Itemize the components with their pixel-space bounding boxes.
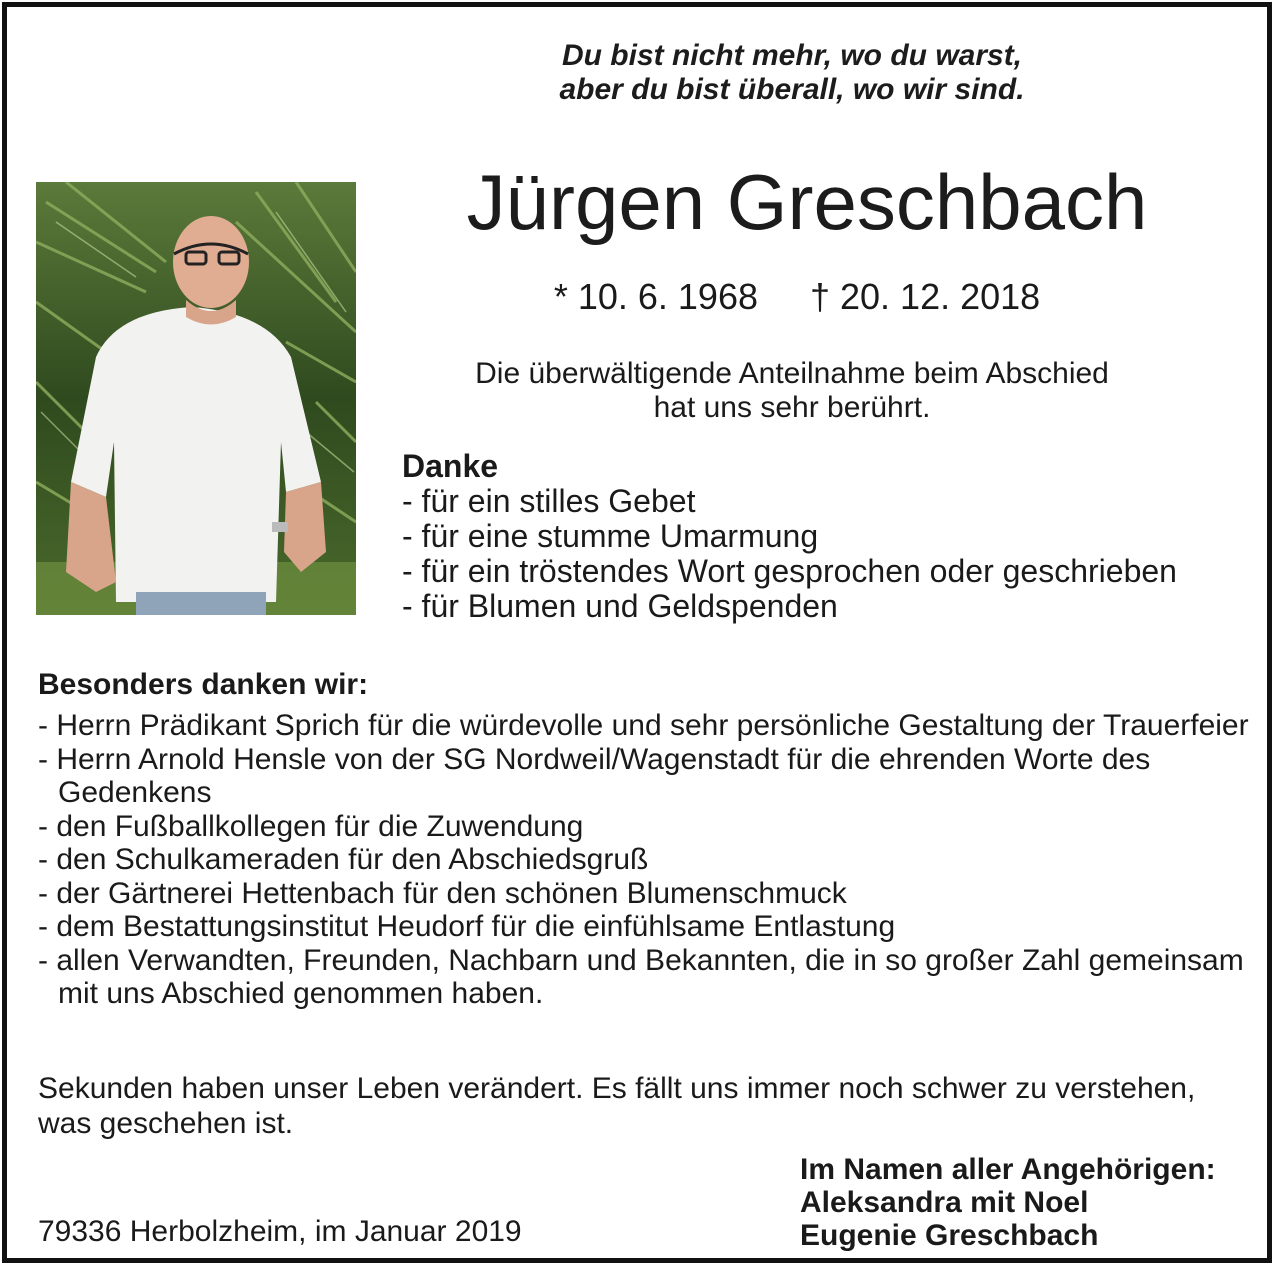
thanks-heading: Danke (402, 448, 499, 484)
list-item: - den Schulkameraden für den Abschiedsgruß (38, 843, 649, 876)
special-thanks-heading: Besonders danken wir: (38, 668, 369, 701)
list-item: - für Blumen und Geldspenden (402, 588, 838, 624)
list-item: - für ein tröstendes Wort gesprochen oder geschrieben (402, 553, 1177, 589)
signoff-line-1: Im Namen aller Angehörigen: (800, 1153, 1216, 1186)
signoff (800, 1153, 1260, 1252)
intro-line-1: Die überwältigende Anteilnahme beim Abschied (475, 357, 1109, 390)
list-item: - für ein stilles Gebet (402, 483, 696, 519)
list-item: - den Fußballkollegen für die Zuwendung (38, 809, 584, 843)
special-thanks-list (38, 709, 1258, 1011)
thanks-section (402, 449, 1262, 624)
list-item: - für eine stumme Umarmung (402, 518, 819, 554)
motto-quote (7, 39, 1062, 107)
intro-line-2: hat uns sehr berührt. (653, 391, 931, 424)
death-date: † 20. 12. 2018 (809, 276, 1041, 317)
special-thanks-section (38, 667, 1258, 1011)
signoff-line-2: Aleksandra mit Noel (800, 1186, 1089, 1219)
signoff-line-3: Eugenie Greschbach (800, 1219, 1099, 1252)
thanks-list (402, 484, 1262, 624)
birth-date: * 10. 6. 1968 (553, 276, 758, 317)
list-item: - der Gärtnerei Hettenbach für den schönen Blumenschmuck (38, 876, 847, 910)
closing-text: Sekunden haben unser Leben verändert. Es fällt uns immer noch schwer zu verstehen, was geschehen ist. (38, 1072, 1196, 1140)
list-item: - Herrn Arnold Hensle von der SG Nordweil/Wagenstadt für die ehrenden Worte des Gedenkens (38, 742, 1151, 809)
list-item: - allen Verwandten, Freunden, Nachbarn und Bekannten, die in so großer Zahl gemeinsam mit uns Abschied genommen haben. (38, 943, 1244, 1010)
intro-text (387, 357, 1197, 425)
place-date: 79336 Herbolzheim, im Januar 2019 (38, 1215, 522, 1248)
motto-line-2: aber du bist überall, wo wir sind. (559, 73, 1025, 106)
deceased-name: Jürgen Greschbach (466, 158, 1148, 246)
portrait-illustration (36, 182, 356, 615)
life-dates (417, 275, 1177, 319)
obituary-notice (2, 2, 1272, 1263)
motto-line-1: Du bist nicht mehr, wo du warst, (561, 39, 1023, 72)
portrait-photo (36, 182, 356, 615)
list-item: - dem Bestattungsinstitut Heudorf für die einfühlsame Entlastung (38, 910, 896, 943)
list-item: - Herrn Prädikant Sprich für die würdevolle und sehr persönliche Gestaltung der Trauerfeier (38, 709, 1249, 742)
